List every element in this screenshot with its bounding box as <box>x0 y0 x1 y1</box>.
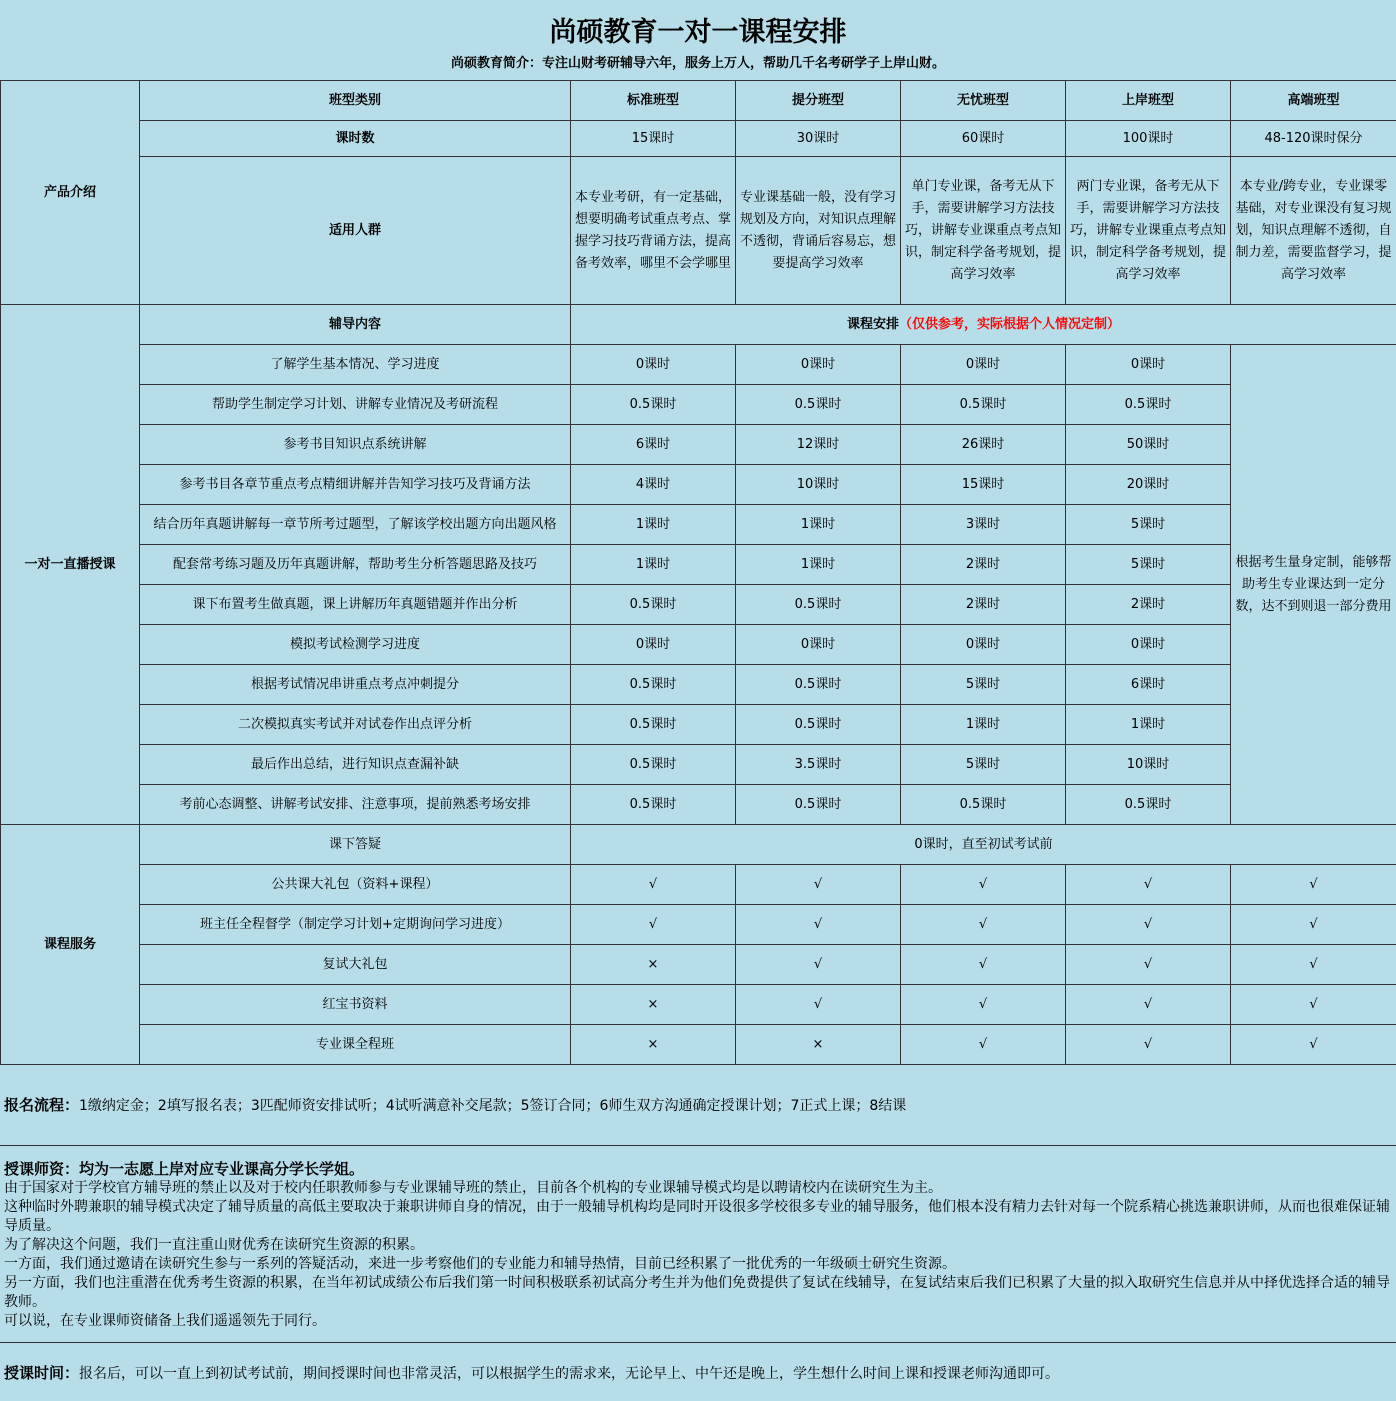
row-value: 0课时 <box>1066 345 1231 385</box>
row-mark: √ <box>571 905 736 945</box>
table-row <box>1 865 1396 905</box>
row-mark: √ <box>736 945 901 985</box>
row-value: 0.5课时 <box>1066 385 1231 425</box>
row-mark: × <box>736 1025 901 1065</box>
row-item: 二次模拟真实考试并对试卷作出点评分析 <box>140 705 571 745</box>
row-mark: √ <box>736 905 901 945</box>
row-value: 1课时 <box>736 545 901 585</box>
qa-label: 课下答疑 <box>140 825 571 865</box>
schedule-time-line <box>4 1362 1059 1383</box>
table-row <box>1 585 1396 625</box>
enrollment-label: 报名流程： <box>4 1096 80 1114</box>
row-value: 0课时 <box>571 345 736 385</box>
teachers-paragraph: 另一方面，我们也注重潜在优秀考生资源的积累，在当年初试成绩公布后我们第一时间积极联系初试高分考生并为他们免费提供了复试在线辅导，在复试结束后我们已积累了大量的拟入取研究生信息并从中择优选择合适的辅导教师。 <box>4 1275 1390 1310</box>
qa-value: 0课时，直至初试考试前 <box>571 825 1396 865</box>
enrollment-line <box>4 1094 906 1115</box>
row-value: 0课时 <box>901 625 1066 665</box>
row-mark: × <box>571 1025 736 1065</box>
row-value: 0.5课时 <box>571 585 736 625</box>
content-label: 辅导内容 <box>140 305 571 345</box>
table-row <box>1 385 1396 425</box>
row-value: 3课时 <box>901 505 1066 545</box>
table-row <box>1 625 1396 665</box>
section-course-services: 课程服务 <box>1 825 140 1065</box>
row-value: 5课时 <box>1066 545 1231 585</box>
row-value: 1课时 <box>736 505 901 545</box>
class-hours: 30课时 <box>736 121 901 157</box>
row-value: 5课时 <box>901 665 1066 705</box>
class-audience: 本专业/跨专业，专业课零基础，对专业课没有复习规划，知识点理解不透彻，自制力差，需要监督学习，提高学习效率 <box>1231 157 1396 305</box>
enrollment-section <box>0 1063 1396 1146</box>
schedule-time-label: 授课时间： <box>4 1364 80 1382</box>
row-item: 考前心态调整、讲解考试安排、注意事项，提前熟悉考场安排 <box>140 785 571 825</box>
schedule-header <box>571 305 1396 345</box>
row-value: 3.5课时 <box>736 745 901 785</box>
table-row <box>1 465 1396 505</box>
row-value: 0.5课时 <box>571 785 736 825</box>
table-row <box>1 905 1396 945</box>
row-value: 0.5课时 <box>736 585 901 625</box>
row-value: 0.5课时 <box>736 385 901 425</box>
class-name: 高端班型 <box>1231 81 1396 121</box>
row-mark: √ <box>1231 865 1396 905</box>
table-row <box>1 1025 1396 1065</box>
row-value: 15课时 <box>901 465 1066 505</box>
row-value: 0.5课时 <box>736 665 901 705</box>
row-value: 1课时 <box>1066 705 1231 745</box>
audience-row <box>1 157 1396 305</box>
page-subtitle: 尚硕教育简介：专注山财考研辅导六年，服务上万人，帮助几千名考研学子上岸山财。 <box>450 56 945 71</box>
row-value: 2课时 <box>1066 585 1231 625</box>
row-mark: √ <box>901 1025 1066 1065</box>
title-block <box>0 0 1396 81</box>
row-value: 0课时 <box>901 345 1066 385</box>
qa-row <box>1 825 1396 865</box>
teachers-heading: 授课师资：均为一志愿上岸对应专业课高分学长学姐。 <box>4 1160 365 1178</box>
row-value: 6课时 <box>571 425 736 465</box>
table-row <box>1 545 1396 585</box>
table-row <box>1 745 1396 785</box>
live-header-row <box>1 305 1396 345</box>
row-item: 配套常考练习题及历年真题讲解，帮助考生分析答题思路及技巧 <box>140 545 571 585</box>
schedule-label: 课程安排 <box>846 316 899 332</box>
table-row <box>1 945 1396 985</box>
table-row <box>1 705 1396 745</box>
row-value: 1课时 <box>571 505 736 545</box>
row-mark: √ <box>736 865 901 905</box>
table-row <box>1 425 1396 465</box>
row-value: 0.5课时 <box>736 785 901 825</box>
page-title: 尚硕教育一对一课程安排 <box>549 17 847 48</box>
row-item: 根据考试情况串讲重点考点冲刺提分 <box>140 665 571 705</box>
row-value: 0.5课时 <box>571 705 736 745</box>
row-mark: √ <box>901 865 1066 905</box>
premium-note: 根据考生量身定制，能够帮助考生专业课达到一定分数，达不到则退一部分费用 <box>1231 345 1396 825</box>
teachers-content <box>4 1160 1392 1331</box>
class-name: 无忧班型 <box>901 81 1066 121</box>
row-value: 0课时 <box>736 345 901 385</box>
teachers-paragraph: 由于国家对于学校官方辅导班的禁止以及对于校内任职教师参与专业课辅导班的禁止，目前各个机构的专业课辅导模式均是以聘请校内在读研究生为主。 <box>4 1180 942 1196</box>
audience-label: 适用人群 <box>140 157 571 305</box>
row-mark: √ <box>1066 905 1231 945</box>
row-mark: √ <box>736 985 901 1025</box>
row-mark: √ <box>1231 1025 1396 1065</box>
row-item: 班主任全程督学（制定学习计划+定期询问学习进度） <box>140 905 571 945</box>
row-item: 参考书目各章节重点考点精细讲解并告知学习技巧及背诵方法 <box>140 465 571 505</box>
row-value: 0.5课时 <box>901 385 1066 425</box>
row-value: 2课时 <box>901 585 1066 625</box>
section-product-intro: 产品介绍 <box>1 81 140 305</box>
row-value: 0课时 <box>1066 625 1231 665</box>
row-value: 0.5课时 <box>901 785 1066 825</box>
teachers-paragraph: 这种临时外聘兼职的辅导模式决定了辅导质量的高低主要取决于兼职讲师自身的情况，由于一般辅导机构均是同时开设很多学校很多专业的辅导服务，他们根本没有精力去针对每一个院系精心挑选兼职讲师，从而也很难保证辅导质量。 <box>4 1199 1390 1234</box>
row-mark: √ <box>1066 945 1231 985</box>
row-item: 复试大礼包 <box>140 945 571 985</box>
row-value: 6课时 <box>1066 665 1231 705</box>
row-mark: √ <box>1231 945 1396 985</box>
row-value: 0.5课时 <box>571 385 736 425</box>
class-name: 提分班型 <box>736 81 901 121</box>
class-type-row <box>1 81 1396 121</box>
table-row <box>1 505 1396 545</box>
row-item: 红宝书资料 <box>140 985 571 1025</box>
schedule-note: （仅供参考，实际根据个人情况定制） <box>899 316 1121 332</box>
row-mark: √ <box>901 985 1066 1025</box>
class-name: 标准班型 <box>571 81 736 121</box>
row-value: 1课时 <box>571 545 736 585</box>
row-item: 公共课大礼包（资料+课程） <box>140 865 571 905</box>
row-value: 1课时 <box>901 705 1066 745</box>
table-row <box>1 985 1396 1025</box>
hours-label: 课时数 <box>140 121 571 157</box>
hours-row <box>1 121 1396 157</box>
teachers-paragraph: 可以说，在专业课师资储备上我们遥遥领先于同行。 <box>4 1313 326 1329</box>
row-mark: √ <box>1066 985 1231 1025</box>
row-mark: √ <box>1066 865 1231 905</box>
table-row <box>1 665 1396 705</box>
row-mark: × <box>571 945 736 985</box>
schedule-time-text: 报名后，可以一直上到初试考试前，期间授课时间也非常灵活，可以根据学生的需求来，无论早上、中午还是晚上，学生想什么时间上课和授课老师沟通即可。 <box>79 1366 1060 1382</box>
class-hours: 100课时 <box>1066 121 1231 157</box>
row-item: 最后作出总结，进行知识点查漏补缺 <box>140 745 571 785</box>
row-value: 0.5课时 <box>1066 785 1231 825</box>
row-item: 结合历年真题讲解每一章节所考过题型，了解该学校出题方向出题风格 <box>140 505 571 545</box>
row-value: 0.5课时 <box>736 705 901 745</box>
table-row <box>1 345 1396 385</box>
class-audience: 单门专业课，备考无从下手，需要讲解学习方法技巧，讲解专业课重点考点知识，制定科学备考规划，提高学习效率 <box>901 157 1066 305</box>
class-hours: 60课时 <box>901 121 1066 157</box>
row-value: 4课时 <box>571 465 736 505</box>
class-hours: 48-120课时保分 <box>1231 121 1396 157</box>
row-value: 26课时 <box>901 425 1066 465</box>
row-item: 帮助学生制定学习计划、讲解专业情况及考研流程 <box>140 385 571 425</box>
row-value: 0课时 <box>571 625 736 665</box>
row-mark: √ <box>1231 905 1396 945</box>
schedule-time-section <box>0 1343 1396 1401</box>
row-mark: √ <box>1231 985 1396 1025</box>
row-value: 50课时 <box>1066 425 1231 465</box>
row-value: 0.5课时 <box>571 745 736 785</box>
enrollment-text: 1缴纳定金；2填写报名表；3匹配师资安排试听；4试听满意补交尾款；5签订合同；6师生双方沟通确定授课计划；7正式上课；8结课 <box>79 1098 907 1114</box>
row-value: 12课时 <box>736 425 901 465</box>
row-value: 10课时 <box>736 465 901 505</box>
row-item: 参考书目知识点系统讲解 <box>140 425 571 465</box>
class-audience: 两门专业课，备考无从下手，需要讲解学习方法技巧，讲解专业课重点考点知识，制定科学备考规划，提高学习效率 <box>1066 157 1231 305</box>
class-name: 上岸班型 <box>1066 81 1231 121</box>
row-value: 0课时 <box>736 625 901 665</box>
teachers-paragraph: 为了解决这个问题，我们一直注重山财优秀在读研究生资源的积累。 <box>4 1237 424 1253</box>
row-item: 专业课全程班 <box>140 1025 571 1065</box>
teachers-section <box>0 1146 1396 1343</box>
row-value: 10课时 <box>1066 745 1231 785</box>
class-audience: 本专业考研，有一定基础，想要明确考试重点考点、掌握学习技巧背诵方法，提高备考效率，哪里不会学哪里 <box>571 157 736 305</box>
row-value: 0.5课时 <box>571 665 736 705</box>
row-mark: √ <box>571 865 736 905</box>
class-type-label: 班型类别 <box>140 81 571 121</box>
row-value: 5课时 <box>1066 505 1231 545</box>
row-item: 模拟考试检测学习进度 <box>140 625 571 665</box>
row-mark: √ <box>901 945 1066 985</box>
row-value: 2课时 <box>901 545 1066 585</box>
row-value: 5课时 <box>901 745 1066 785</box>
section-live-teaching: 一对一直播授课 <box>1 305 140 825</box>
row-mark: √ <box>1066 1025 1231 1065</box>
row-mark: √ <box>901 905 1066 945</box>
table-row <box>1 785 1396 825</box>
row-mark: × <box>571 985 736 1025</box>
row-item: 了解学生基本情况、学习进度 <box>140 345 571 385</box>
teachers-paragraph: 一方面，我们通过邀请在读研究生参与一系列的答疑活动，来进一步考察他们的专业能力和辅导热情，目前已经积累了一批优秀的一年级硕士研究生资源。 <box>4 1256 956 1272</box>
row-item: 课下布置考生做真题，课上讲解历年真题错题并作出分析 <box>140 585 571 625</box>
class-audience: 专业课基础一般，没有学习规划及方向，对知识点理解不透彻，背诵后容易忘，想要提高学习效率 <box>736 157 901 305</box>
row-value: 20课时 <box>1066 465 1231 505</box>
course-table <box>0 80 1396 1065</box>
class-hours: 15课时 <box>571 121 736 157</box>
